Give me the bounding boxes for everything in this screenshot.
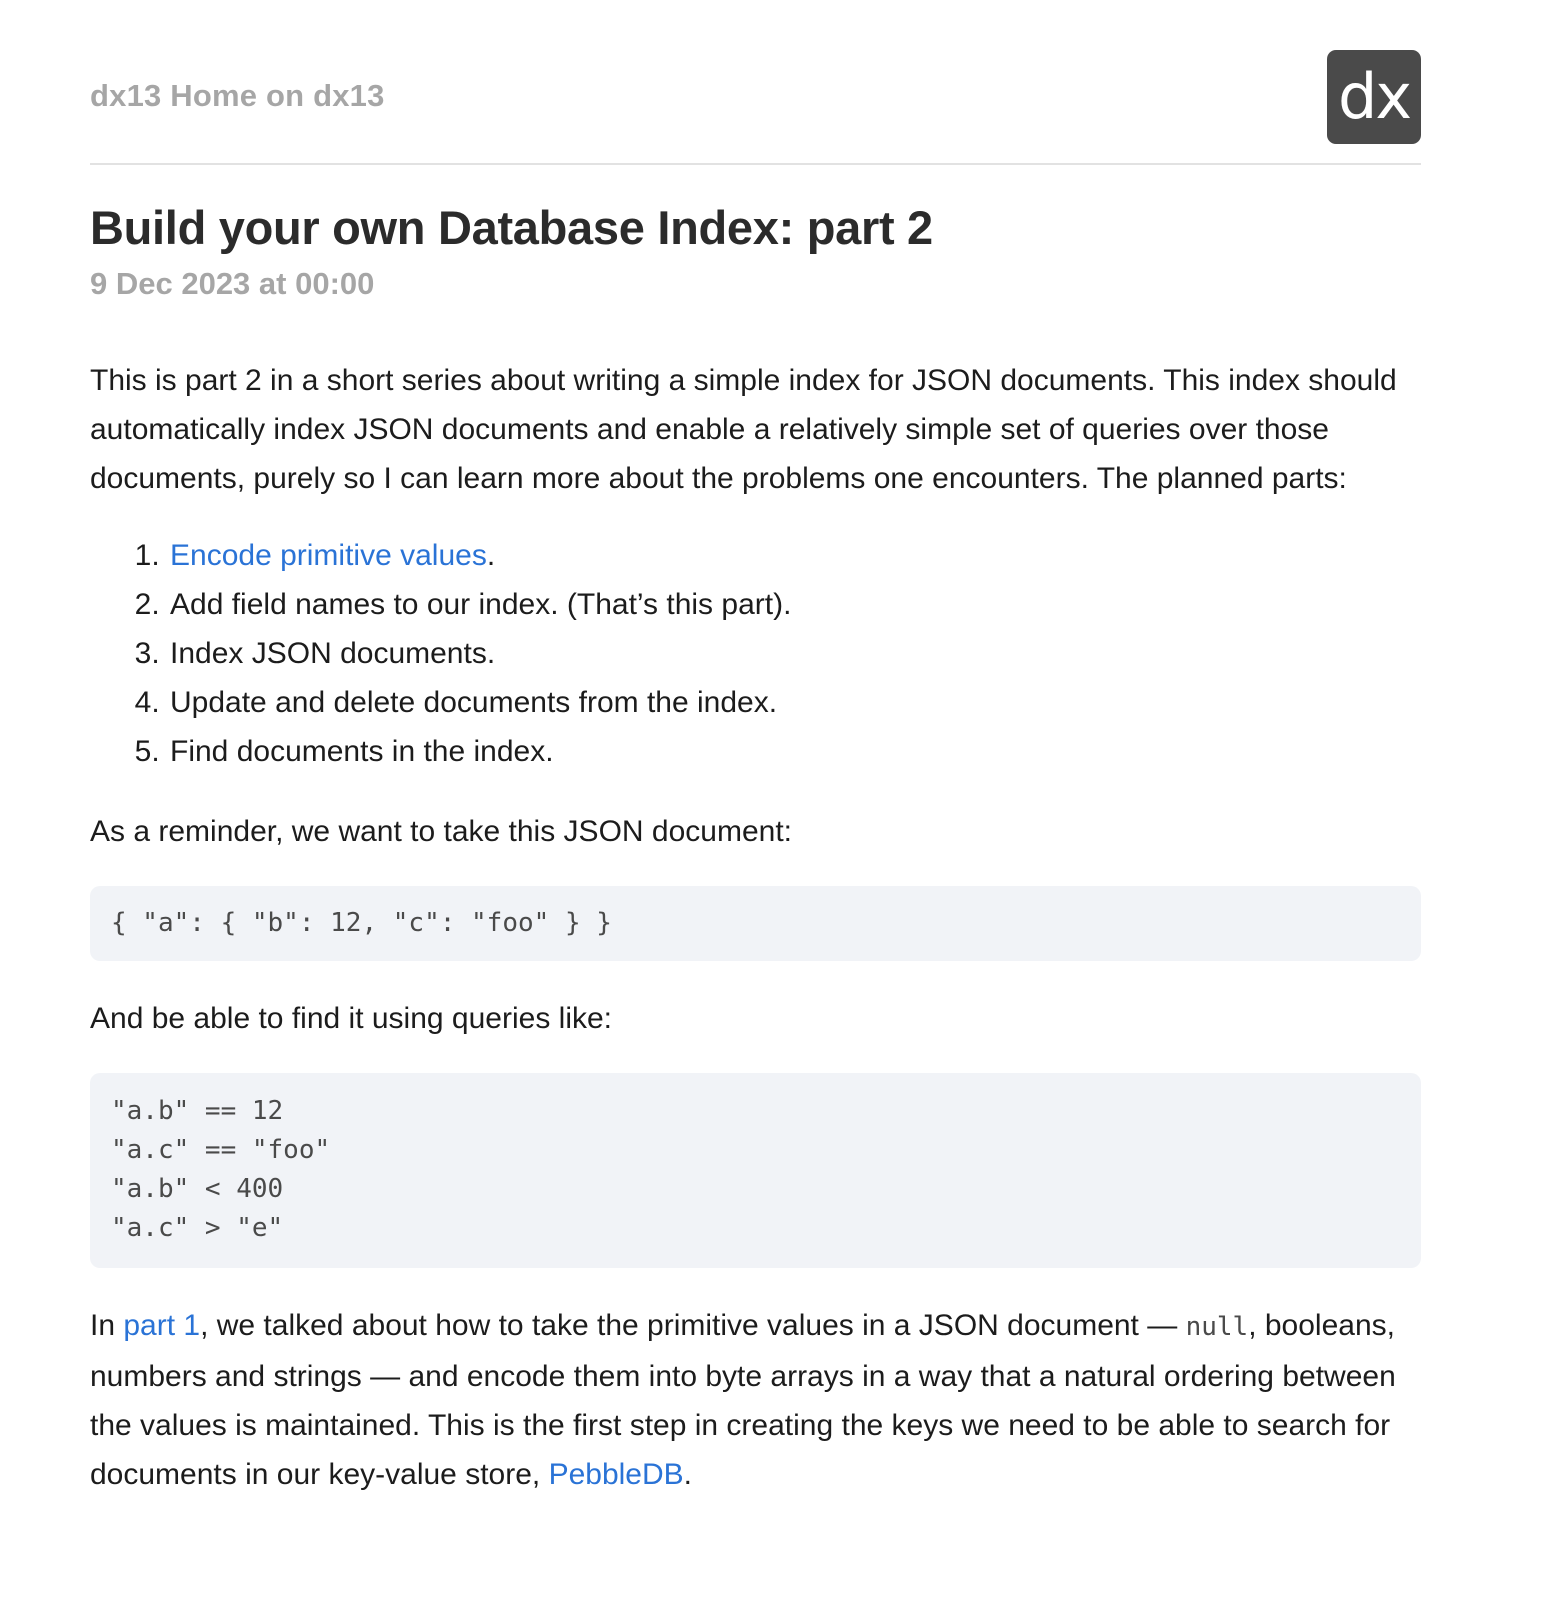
closing-text: . [683,1458,692,1491]
queries-code-block: "a.b" == 12 "a.c" == "foo" "a.b" < 400 "a.c" > "e" [90,1073,1421,1268]
inline-code-null: null [1185,1312,1249,1342]
part-1-link[interactable]: part 1 [123,1309,201,1342]
article-date: 9 Dec 2023 at 00:00 [90,266,375,301]
closing-paragraph [90,1301,1421,1499]
page [90,0,1421,1491]
intro-paragraph: This is part 2 in a short series about writing a simple index for JSON documents. This index should automatically index JSON documents and enable a relatively simple set of queries over those documents, purely so I can learn more about the problems one encounters. The planned parts: [90,364,1397,495]
site-header [90,0,1421,165]
closing-text: , we talked about how to take the primitive values in a JSON document — [200,1309,1186,1342]
series-parts-list [90,531,1421,776]
find-paragraph: And be able to find it using queries like: [90,1002,612,1035]
article-title: Build your own Database Index: part 2 [90,201,933,254]
list-item [168,531,1421,580]
list-item: 3. Index JSON documents. [168,629,1421,678]
site-home-link[interactable]: dx13 Home on dx13 [90,78,385,113]
closing-text: In [90,1309,124,1342]
reminder-paragraph: As a reminder, we want to take this JSON document: [90,815,792,848]
list-item: 2. Add field names to our index. (That’s this part). [168,580,1421,629]
encode-primitive-values-link[interactable]: Encode primitive values [170,539,487,572]
json-document-code-block: { "a": { "b": 12, "c": "foo" } } [90,886,1421,961]
list-item: 5. Find documents in the index. [168,727,1421,776]
pebbledb-link[interactable]: PebbleDB [548,1458,684,1491]
site-logo[interactable]: dx [1327,50,1421,144]
list-item: 4. Update and delete documents from the index. [168,678,1421,727]
article-body [90,356,1421,1499]
closing-text: , booleans, numbers and strings — and encode them into byte arrays in a way that a natural ordering between the values is maintained. This is the first step in creating the keys we need to be able to search for documents in our key-value store, [90,1309,1396,1491]
list-item-text: . [486,539,496,572]
